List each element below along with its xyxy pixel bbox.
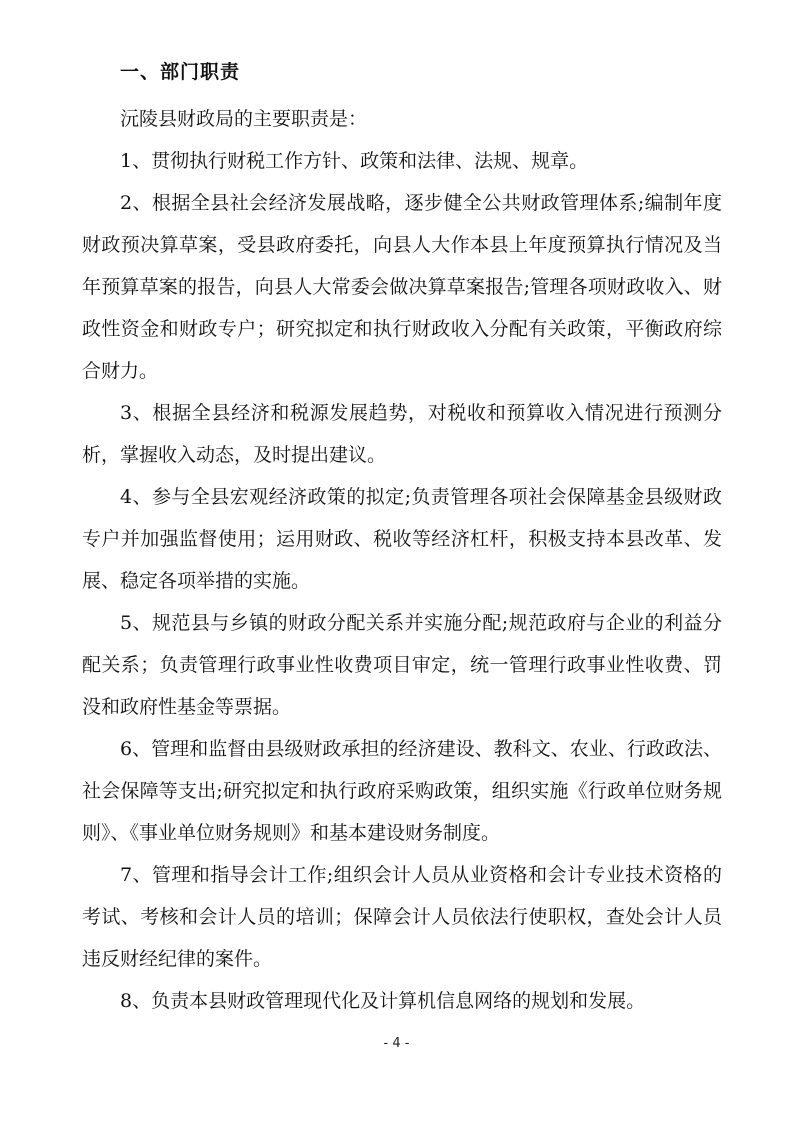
duty-item-1: 1、贯彻执行财税工作方针、政策和法律、法规、规章。 [120,150,589,172]
section-title: 一、部门职责 [120,61,241,83]
intro-paragraph: 沅陵县财政局的主要职责是： [120,108,368,130]
duty-item-5: 5、规范县与乡镇的财政分配关系并实施分配;规范政府与企业的利益分配关系；负责管理行政事业性收费项目审定，统一管理行政事业性收费、罚没和政府性基金等票据。 [82,612,722,718]
duty-item-3: 3、根据全县经济和税源发展趋势，对税收和预算收入情况进行预测分析，掌握收入动态，及时提出建议。 [82,402,722,466]
document-body [82,56,722,1022]
duty-item-6: 6、管理和监督由县级财政承担的经济建设、教科文、农业、行政政法、社会保障等支出;研究拟定和执行政府采购政策，组织实施《行政单位财务规则》、《事业单位财务规则》和基本建设财务制度。 [82,738,722,844]
duty-item-4: 4、参与全县宏观经济政策的拟定;负责管理各项社会保障基金县级财政专户并加强监督使用；运用财政、税收等经济杠杆，积极支持本县改革、发展、稳定各项举措的实施。 [82,486,722,592]
duty-item-2: 2、根据全县社会经济发展战略，逐步健全公共财政管理体系;编制年度财政预决算草案，受县政府委托，向县人大作本县上年度预算执行情况及当年预算草案的报告，向县人大常委会做决算草案报告;管理各项财政收入、财政性资金和财政专户；研究拟定和执行财政收入分配有关政策，平衡政府综合财力。 [82,192,722,382]
duty-item-7: 7、管理和指导会计工作;组织会计人员从业资格和会计专业技术资格的考试、考核和会计人员的培训；保障会计人员依法行使职权，查处会计人员违反财经纪律的案件。 [82,864,722,970]
page-number: - 4 - [383,1036,410,1051]
duty-item-8: 8、负责本县财政管理现代化及计算机信息网络的规划和发展。 [120,990,646,1012]
